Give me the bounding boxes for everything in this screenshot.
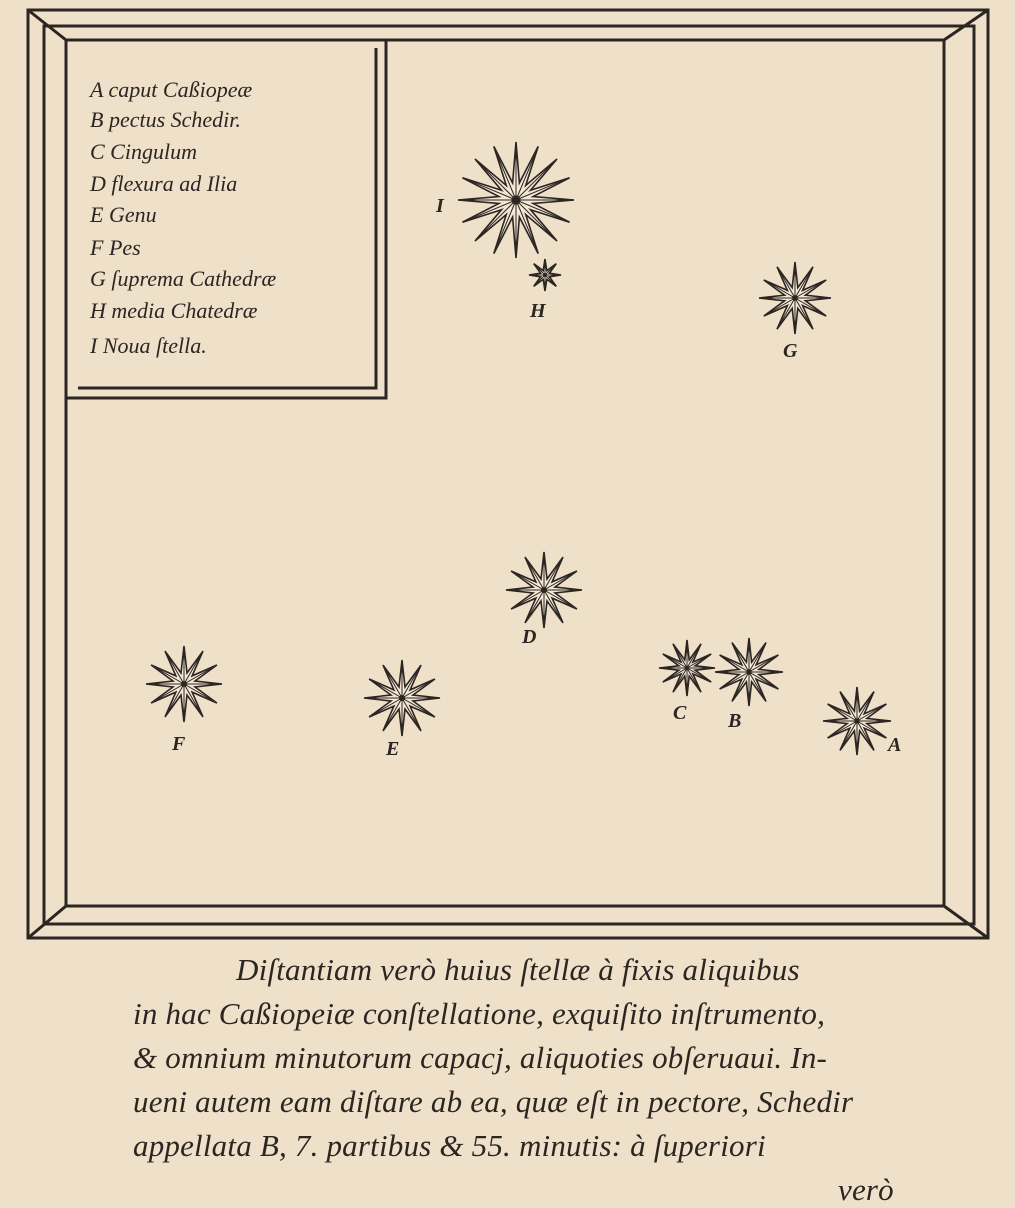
legend-item-b: B pectus Schedir. — [90, 107, 241, 132]
text-line-3: & omnium minutorum capacj, aliquoties obſeruaui. In- — [133, 1040, 828, 1075]
legend-item-c: C Cingulum — [90, 139, 197, 164]
legend-item-i: I Noua ſtella. — [90, 333, 207, 358]
star-label-g: G — [783, 340, 798, 362]
star-h-icon — [529, 259, 561, 291]
star-b-icon — [715, 638, 783, 706]
star-label-d: D — [522, 626, 537, 648]
star-label-b: B — [728, 710, 742, 732]
legend-item-g: G ſuprema Cathedræ — [90, 266, 277, 291]
star-g-icon — [759, 262, 831, 334]
star-label-i: I — [436, 195, 444, 217]
text-line-5: appellata B, 7. partibus & 55. minutis: à ſuperiori — [133, 1128, 766, 1163]
star-i-icon — [458, 142, 574, 258]
star-e-icon — [364, 660, 440, 736]
star-f-icon — [146, 646, 222, 722]
legend-item-d: D flexura ad Ilia — [90, 171, 238, 196]
star-a-icon — [823, 687, 891, 755]
legend-item-h: H media Chatedræ — [90, 298, 258, 323]
text-line-2: in hac Caßiopeiæ conſtellatione, exquiſito inſtrumento, — [133, 996, 826, 1031]
star-label-c: C — [673, 702, 687, 724]
star-c-icon — [659, 640, 715, 696]
star-label-h: H — [530, 300, 546, 322]
legend-item-a: A caput Caßiopeæ — [90, 77, 253, 102]
star-label-a: A — [888, 734, 902, 756]
star-label-e: E — [386, 738, 400, 760]
legend-item-e: E Genu — [90, 202, 157, 227]
text-line-4: ueni autem eam diſtare ab ea, quæ eſt in pectore, Schedir — [133, 1084, 854, 1119]
star-label-f: F — [172, 733, 186, 755]
text-line-6: verò — [838, 1172, 894, 1207]
text-line-1: Diſtantiam verò huius ſtellæ à fixis aliquibus — [236, 952, 800, 987]
legend-item-f: F Pes — [90, 235, 141, 260]
star-d-icon — [506, 552, 582, 628]
